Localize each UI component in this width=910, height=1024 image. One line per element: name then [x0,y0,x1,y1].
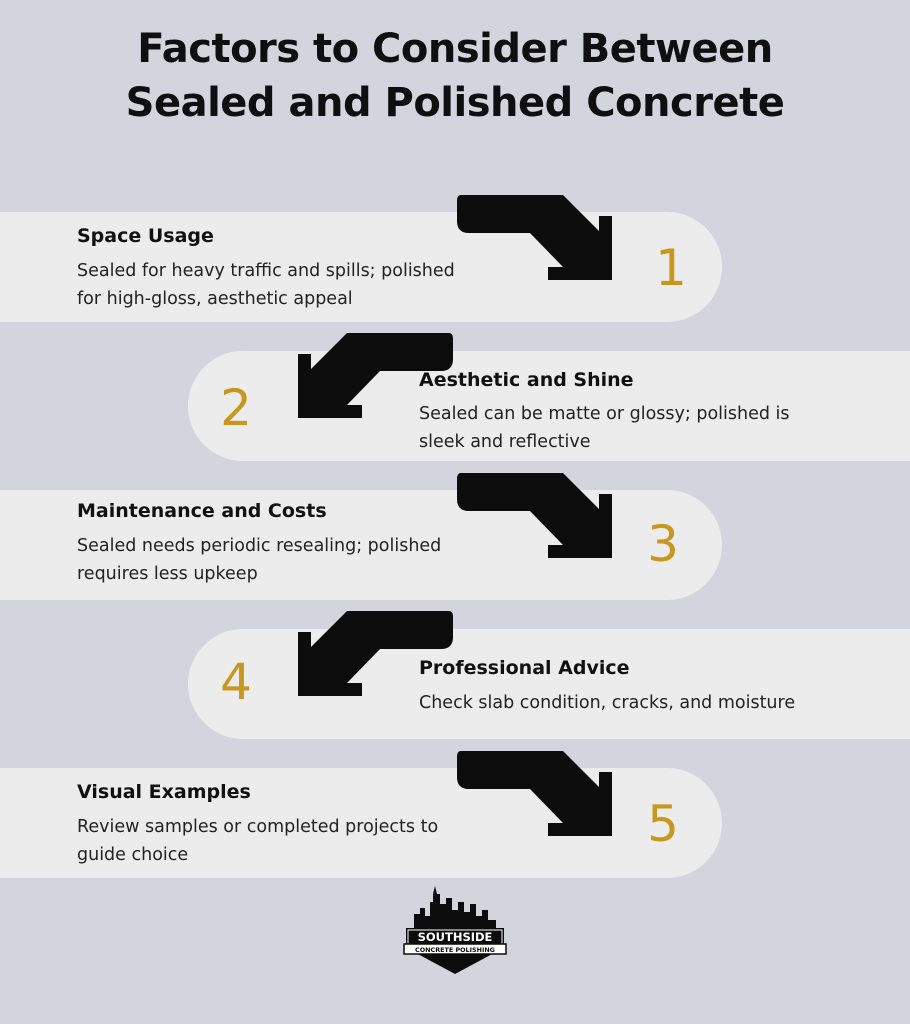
step-1-number: 1 [655,239,687,297]
step-3-description [77,532,441,588]
step-5-title: Visual Examples [77,781,251,803]
step-4-description [419,689,795,717]
step-3-description-line-1: Sealed needs periodic resealing; polished [77,536,442,556]
arrow-down-right-icon [455,749,617,841]
title-line-1: Factors to Consider Between [137,26,773,72]
step-3-description-line-2: requires less upkeep [77,564,258,584]
skyline-icon [414,886,496,930]
step-2-description-line-2: sleek and reflective [419,432,591,452]
arrow-down-left-icon [293,609,455,701]
logo-tagline: CONCRETE POLISHING [415,946,495,954]
step-1-description-line-1: Sealed for heavy traffic and spills; polished [77,261,455,281]
step-3-title: Maintenance and Costs [77,500,327,522]
step-2-title: Aesthetic and Shine [419,369,634,391]
step-2-description-line-1: Sealed can be matte or glossy; polished is [419,404,790,424]
logo-name: SOUTHSIDE [417,930,493,944]
step-1-description [77,257,455,313]
step-5-description [77,813,438,869]
step-1-description-line-2: for high-gloss, aesthetic appeal [77,289,353,309]
step-3-number: 3 [647,515,679,573]
step-2-number: 2 [220,379,252,437]
arrow-down-right-icon [455,471,617,563]
step-5-number: 5 [647,795,679,853]
step-4-number: 4 [220,653,252,711]
step-2-description [419,400,790,456]
step-5-description-line-2: guide choice [77,845,189,865]
step-4-title: Professional Advice [419,657,630,679]
step-4-description-line-1: Check slab condition, cracks, and moisture [419,693,796,713]
arrow-down-right-icon [455,193,617,285]
page-title [0,22,910,130]
title-line-2: Sealed and Polished Concrete [125,80,785,126]
step-1-title: Space Usage [77,225,214,247]
step-5-description-line-1: Review samples or completed projects to [77,817,439,837]
southside-logo [402,884,508,976]
